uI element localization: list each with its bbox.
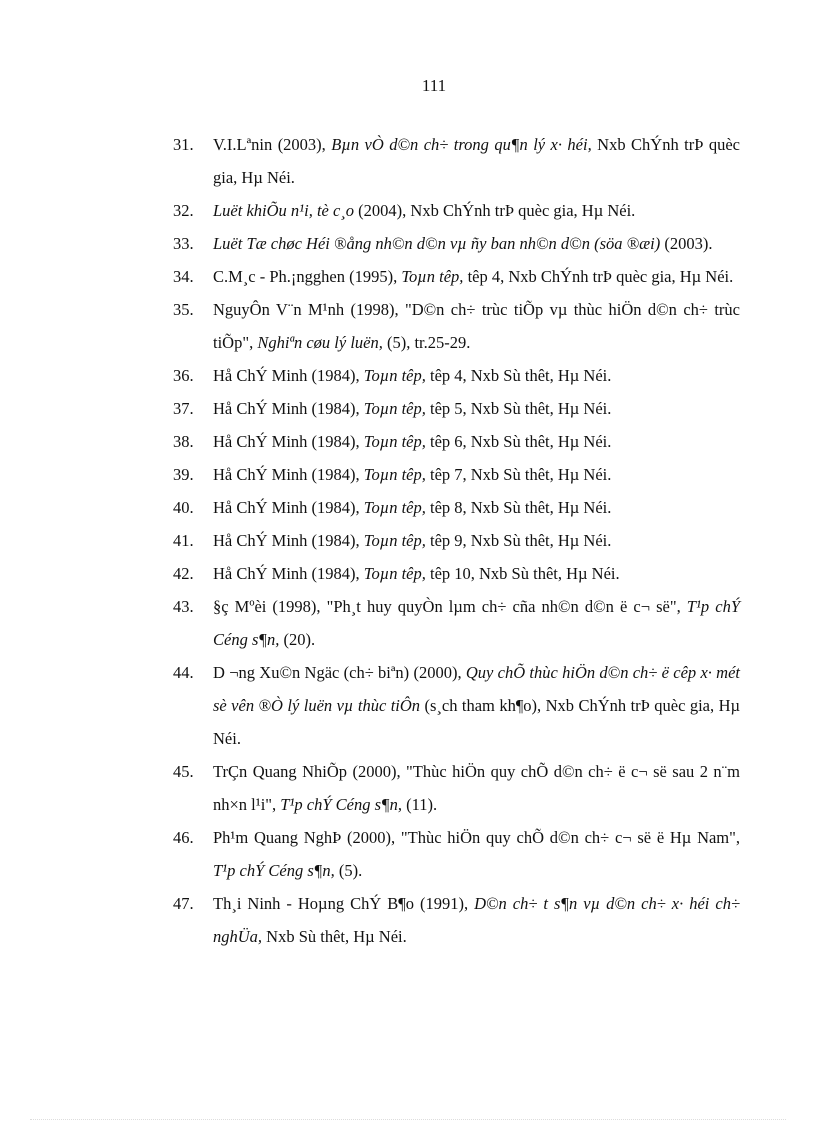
reference-item bbox=[135, 227, 740, 260]
reference-title: Toµn têp, bbox=[363, 531, 426, 550]
reference-item bbox=[135, 755, 740, 821]
reference-title: Toµn têp, bbox=[363, 432, 426, 451]
reference-author: Hå ChÝ Minh (1984), bbox=[213, 366, 364, 385]
reference-publisher: têp 6, Nxb Sù thêt, Hµ Néi. bbox=[425, 432, 612, 451]
reference-title: Luët Tæ chøc Héi ®ång nh©n d©n vµ ñy ban nh©n d©n (söa ®æi) bbox=[213, 234, 661, 253]
reference-title: Toµn têp, bbox=[363, 465, 426, 484]
reference-publisher: têp 8, Nxb Sù thêt, Hµ Néi. bbox=[425, 498, 612, 517]
reference-publisher: têp 10, Nxb Sù thêt, Hµ Néi. bbox=[425, 564, 620, 583]
reference-item bbox=[135, 821, 740, 887]
reference-publisher: têp 7, Nxb Sù thêt, Hµ Néi. bbox=[425, 465, 612, 484]
reference-item bbox=[135, 524, 740, 557]
reference-number: 38. bbox=[173, 432, 194, 451]
reference-title: Toµn têp, bbox=[363, 564, 426, 583]
reference-item bbox=[135, 590, 740, 656]
reference-item bbox=[135, 392, 740, 425]
reference-publisher: Nxb Sù thêt, Hµ Néi. bbox=[262, 927, 407, 946]
reference-number: 46. bbox=[173, 828, 194, 847]
reference-number: 36. bbox=[173, 366, 194, 385]
reference-list bbox=[135, 128, 740, 953]
reference-number: 32. bbox=[173, 201, 194, 220]
reference-author: D ¬ng Xu©n Ngäc (ch÷ biªn) (2000), bbox=[213, 663, 466, 682]
reference-author: Hå ChÝ Minh (1984), bbox=[213, 399, 364, 418]
reference-publisher: Nxb ChÝnh trÞ quèc gia, Hµ Néi. bbox=[213, 135, 741, 187]
reference-publisher: (s¸ch tham kh¶o), Nxb ChÝnh trÞ quèc gia, Hµ Néi. bbox=[213, 696, 740, 748]
reference-number: 33. bbox=[173, 234, 194, 253]
reference-publisher: (20). bbox=[279, 630, 316, 649]
reference-title: D©n ch÷ t s¶n vµ d©n ch÷ x· héi ch÷ nghÜa, bbox=[213, 894, 740, 946]
reference-item bbox=[135, 491, 740, 524]
reference-title: Toµn têp, bbox=[401, 267, 464, 286]
reference-title: Toµn têp, bbox=[363, 498, 426, 517]
reference-publisher: têp 9, Nxb Sù thêt, Hµ Néi. bbox=[425, 531, 612, 550]
reference-title: T¹p chÝ Céng s¶n, bbox=[213, 861, 335, 880]
page-bottom-divider bbox=[30, 1119, 786, 1120]
reference-publisher: têp 4, Nxb ChÝnh trÞ quèc gia, Hµ Néi. bbox=[463, 267, 734, 286]
reference-item bbox=[135, 293, 740, 359]
reference-number: 42. bbox=[173, 564, 194, 583]
reference-publisher: (5). bbox=[334, 861, 363, 880]
reference-item bbox=[135, 425, 740, 458]
reference-number: 31. bbox=[173, 135, 194, 154]
reference-number: 40. bbox=[173, 498, 194, 517]
reference-number: 35. bbox=[173, 300, 194, 319]
reference-author: C.M¸c - Ph.¡ngghen (1995), bbox=[213, 267, 402, 286]
reference-author: Hå ChÝ Minh (1984), bbox=[213, 432, 364, 451]
reference-number: 41. bbox=[173, 531, 194, 550]
reference-author: V.I.Lªnin (2003), bbox=[213, 135, 332, 154]
reference-author: TrÇn Quang NhiÕp (2000), "Thùc hiÖn quy chÕ d©n ch÷ ë c¬ së sau 2 n¨m nh×n l¹i", bbox=[213, 762, 740, 814]
reference-publisher: (11). bbox=[402, 795, 438, 814]
reference-number: 47. bbox=[173, 894, 194, 913]
reference-item bbox=[135, 887, 740, 953]
reference-publisher: (2003). bbox=[660, 234, 713, 253]
reference-item bbox=[135, 656, 740, 755]
reference-title: T¹p chÝ Céng s¶n, bbox=[280, 795, 403, 814]
reference-author: Hå ChÝ Minh (1984), bbox=[213, 465, 364, 484]
reference-item bbox=[135, 557, 740, 590]
reference-title: Toµn têp, bbox=[363, 399, 426, 418]
reference-publisher: têp 5, Nxb Sù thêt, Hµ Néi. bbox=[425, 399, 612, 418]
reference-title: T¹p chÝ Céng s¶n, bbox=[213, 597, 741, 649]
reference-title: Quy chÕ thùc hiÖn d©n ch÷ ë cêp x· mét sè vên ®Ò lý luën vµ thùc tiÔn bbox=[213, 663, 741, 715]
reference-publisher: (2004), Nxb ChÝnh trÞ quèc gia, Hµ Néi. bbox=[354, 201, 636, 220]
reference-item bbox=[135, 260, 740, 293]
reference-number: 43. bbox=[173, 597, 194, 616]
reference-number: 45. bbox=[173, 762, 194, 781]
reference-author: Hå ChÝ Minh (1984), bbox=[213, 564, 364, 583]
reference-title: Bµn vÒ d©n ch÷ trong qu¶n lý x· héi, bbox=[331, 135, 592, 154]
reference-number: 34. bbox=[173, 267, 194, 286]
reference-item bbox=[135, 458, 740, 491]
reference-author: Hå ChÝ Minh (1984), bbox=[213, 498, 364, 517]
reference-author: §ç Mºèi (1998), "Ph¸t huy quyÒn lµm ch÷ cña nh©n d©n ë c¬ së", bbox=[213, 597, 687, 616]
reference-item bbox=[135, 128, 740, 194]
reference-author: NguyÔn V¨n M¹nh (1998), "D©n ch÷ trùc tiÕp vµ thùc hiÖn d©n ch÷ trùc tiÕp", bbox=[213, 300, 740, 352]
reference-author: Hå ChÝ Minh (1984), bbox=[213, 531, 364, 550]
reference-item bbox=[135, 194, 740, 227]
reference-author: Ph¹m Quang NghÞ (2000), "Thùc hiÖn quy chÕ d©n ch÷ c¬ së ë Hµ Nam", bbox=[213, 828, 740, 847]
reference-number: 44. bbox=[173, 663, 194, 682]
reference-number: 37. bbox=[173, 399, 194, 418]
reference-author: Th¸i Ninh - Hoµng ChÝ B¶o (1991), bbox=[213, 894, 475, 913]
reference-item bbox=[135, 359, 740, 392]
reference-title: Toµn têp, bbox=[363, 366, 426, 385]
reference-title: Nghiªn cøu lý luën, bbox=[257, 333, 383, 352]
reference-number: 39. bbox=[173, 465, 194, 484]
reference-publisher: (5), tr.25-29. bbox=[382, 333, 471, 352]
reference-title: Luët khiÕu n¹i, tè c¸o bbox=[213, 201, 355, 220]
reference-publisher: têp 4, Nxb Sù thêt, Hµ Néi. bbox=[425, 366, 612, 385]
page-number: 111 bbox=[421, 76, 447, 95]
